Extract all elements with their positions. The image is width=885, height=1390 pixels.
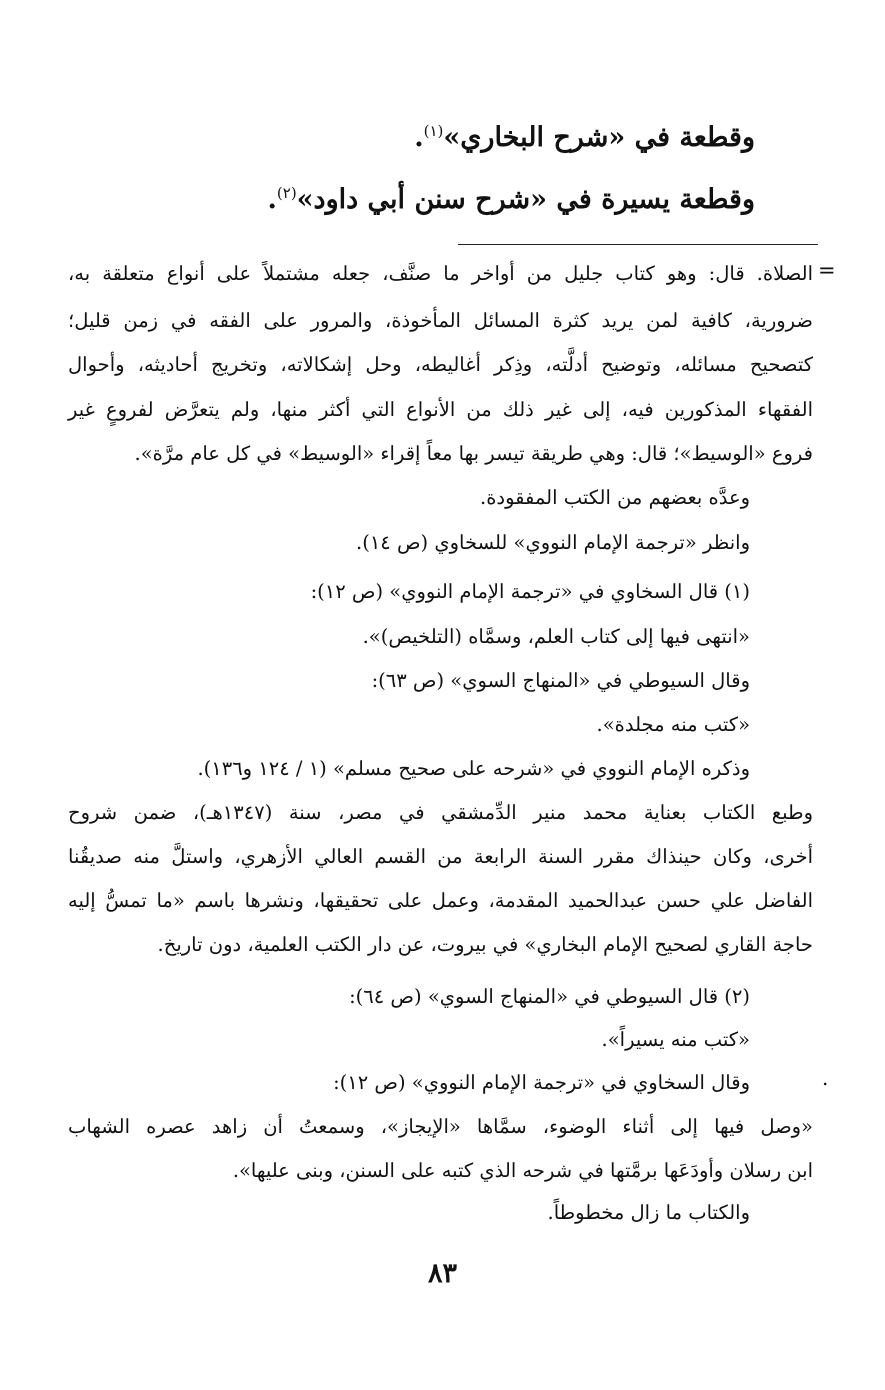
main-text-line-2-end: . [267, 184, 277, 215]
footnote-line: وقال السخاوي في «ترجمة الإمام النووي» (ص ١٢): [333, 1071, 750, 1094]
footnote-line: «كتب منه يسيراً». [601, 1028, 750, 1051]
footnote-line: وطبع الكتاب بعناية محمد منير الدِّمشقي في مصر، سنة (١٣٤٧هـ)، ضمن شروح [68, 801, 813, 824]
footnote-line: كتصحيح مسائله، وتوضيح أدلَّته، وذِكر أغاليطه، وحل إشكالاته، وتخريج أحاديثه، وأحوال [68, 353, 813, 376]
footnote-line: «انتهى فيها إلى كتاب العلم، وسمَّاه (التلخيص)». [362, 625, 750, 648]
main-text-line-2-content: وقطعة يسيرة في «شرح سنن أبي داود» [296, 184, 755, 215]
footnote-line: حاجة القاري لصحيح الإمام البخاري» في بيروت، عن دار الكتب العلمية، دون تاريخ. [157, 933, 813, 956]
footnote-2-start: (٢) قال السيوطي في «المنهاج السوي» (ص ٦٤): [349, 985, 750, 1008]
side-dot: . [822, 1066, 829, 1090]
continuation-mark: = [818, 258, 836, 282]
footnote-line: ضرورية، كافية لمن يريد كثرة المسائل المأخوذة، والمرور على الفقه في زمن قليل؛ [68, 309, 813, 332]
main-text-line-2 [55, 180, 755, 220]
footnote-line: «وصل فيها إلى أثناء الوضوء، سمَّاها «الإيجاز»، وسمعتُ أن زاهد عصره الشهاب [68, 1115, 813, 1138]
footnote-separator [458, 244, 818, 245]
main-text-line-1-content: وقطعة في «شرح البخاري» [443, 122, 755, 153]
footnote-line: الفاضل علي حسن عبدالحميد المقدمة، وعمل على تحقيقها، ونشرها باسم «ما تمسُّ إليه [68, 889, 813, 912]
footnote-line: وقال السيوطي في «المنهاج السوي» (ص ٦٣): [371, 669, 750, 692]
footnote-line: ابن رسلان وأودَعَها برمَّتها في شرحه الذي كتبه على السنن، وبنى عليها». [232, 1159, 813, 1182]
page-number: ٨٣ [427, 1258, 457, 1289]
footnote-line: وعدَّه بعضهم من الكتب المفقودة. [480, 486, 750, 509]
footnote-line: فروع «الوسيط»؛ قال: وهي طريقة تيسر بها معاً إقراء «الوسيط» في كل عام مرَّة». [134, 442, 813, 465]
footnote-line: الفقهاء المذكورين فيه، إلى غير ذلك من الأنواع التي أكثر منها، ولم يتعرَّض لفروعٍ غير [68, 398, 813, 421]
footnote-ref-2: (٢) [276, 184, 297, 202]
footnote-line: أخرى، وكان حينذاك مقرر السنة الرابعة من القسم العالي الأزهري، واستلَّ منه صديقُنا [68, 845, 813, 868]
main-text-line-1 [55, 118, 755, 158]
footnote-1-start: (١) قال السخاوي في «ترجمة الإمام النووي» (ص ١٢): [310, 580, 750, 603]
footnote-line: «كتب منه مجلدة». [596, 713, 750, 736]
footnote-line: وذكره الإمام النووي في «شرحه على صحيح مسلم» (١ / ١٢٤ و١٣٦). [197, 757, 750, 780]
footnote-line: الصلاة. قال: وهو كتاب جليل من أواخر ما صنَّف، جعله مشتملاً على أنواع متعلقة به، [68, 262, 813, 285]
main-text-line-1-end: . [414, 122, 424, 153]
footnote-ref-1: (١) [423, 122, 444, 140]
footnote-line: والكتاب ما زال مخطوطاً. [547, 1201, 750, 1224]
footnote-line: وانظر «ترجمة الإمام النووي» للسخاوي (ص ١٤). [356, 531, 750, 554]
